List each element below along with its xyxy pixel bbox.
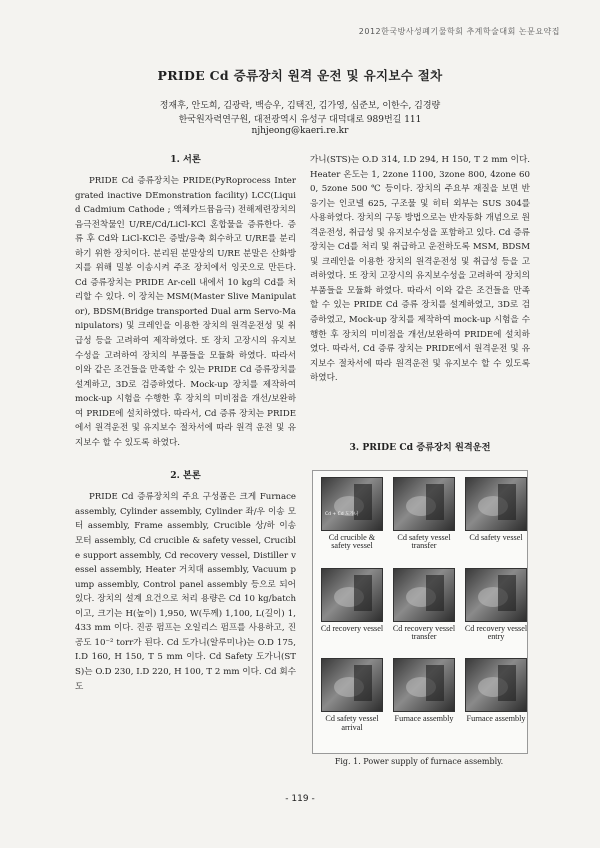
photo-caption: Cd recovery vessel entry (464, 623, 528, 642)
page-number: - 119 - (285, 794, 315, 804)
equipment-photo (465, 477, 527, 531)
section3-heading-wrap (310, 440, 530, 456)
photo-caption: Cd safety vessel arrival (325, 714, 379, 732)
section-heading-remote-operation: 3. PRIDE Cd 증류장치 원격운전 (349, 442, 491, 453)
figure-cell (391, 658, 457, 747)
figure-cell (319, 477, 385, 566)
affiliation: 한국원자력연구원, 대전광역시 유성구 대덕대로 989번길 111 (178, 115, 422, 125)
photo-caption: Cd safety vessel (469, 533, 523, 542)
section-heading-body: 2. 본론 (170, 470, 201, 482)
author-list: 정재후, 안도희, 김광락, 백승우, 김택진, 김가영, 심준보, 이한수, 김경량 (159, 101, 441, 111)
figure-cell (319, 658, 385, 747)
figure-cell (463, 568, 529, 657)
equipment-photo (393, 477, 455, 531)
equipment-photo (393, 658, 455, 712)
photo-caption: Cd crucible & safety vessel (328, 533, 376, 551)
equipment-photo (321, 477, 383, 531)
equipment-photo (465, 658, 527, 712)
figure-cell (319, 568, 385, 657)
equipment-photo (465, 568, 527, 622)
photo-caption: Furnace assembly (466, 714, 526, 724)
equipment-photo (321, 568, 383, 622)
body-paragraph-part1: PRIDE Cd 증류장치의 주요 구성품은 크게 Furnace assembly, Cylinder assembly, Cylinder 좌/우 이송 모터 assembly, Frame assembly, Crucible 상/하 이송 모터 assembly, Cd crucible & safety vessel, Crucible support assembly, Cd recovery vessel, Distiller vessel assembly, Heater 거치대 assembly, Vacuum pump assembly, Control panel assembly 등으로 되어있다. 장치의 설계 요건으로 처리 용량은 Cd 10 kg/batch 이고, 크기는 H(높이) 1,950, W(두께) 1,100, L(길이) 1,433 mm 이다. 진공 펌프는 오일리스 펌프를 사용하고, 진공도 10⁻² torr가 된다. Cd 도가니(알루미나)는 O.D 175, I.D 160, H 150, T 5 mm 이다. Cd Safety 도가니(STS)는 O.D 230, I.D 220, H 100, T 2 mm 이다. Cd 회수 도 (75, 492, 296, 692)
equipment-photo (321, 658, 383, 712)
photo-inline-label: Cd + Cd 도가니 (325, 512, 359, 517)
paper-title: PRIDE Cd 증류장치 원격 운전 및 유지보수 절차 (157, 68, 443, 83)
photo-caption: Cd recovery vessel (320, 623, 384, 633)
section-heading-intro: 1. 서론 (170, 154, 201, 165)
running-head: 2012한국방사성폐기물학회 추계학술대회 논문요약집 (358, 27, 560, 36)
photo-caption: Cd recovery vessel transfer (392, 623, 456, 642)
right-column (310, 153, 530, 431)
intro-paragraph: PRIDE Cd 증류장치는 PRIDE(PyRoprocess Intergrated inactive DEmonstration facility) LCC(Liquid Cadmium Cathode ; 액체카드뮴음극) 전해제련장치의 음극전착물인 U/RE/Cd/LiCl-KCl 혼합물을 증류한다. 증류 후 Cd와 LiCl-KCl은 증발/응축 회수하고 U/RE를 분리하기 위한 장치이다. 분리된 분말상의 U/RE 분말은 산화방지를 위해 밀봉 이송시켜 주조 장치에서 잉곳으로 만든다. Cd 증류장치는 PRIDE Ar-cell 내에서 10 kg의 Cd를 처리할 수 있다. 이 장치는 MSM(Master Slive Manipulator), BDSM(Bridge transported Dual arm Servo-Manipulators) 및 크레인을 이용한 장치의 원격운전성 및 취급성 등을 고려하여 제작하였다. 또 장치 고장시의 유지보수성을 고려하여 장치의 부품들을 모듈화 하였다. 따라서 이와 같은 조건들을 만족할 수 있는 PRIDE Cd 증류장치를 설계하고, 3D로 검증하였다. Mock-up 장치를 제작하여 mock-up 시험을 수행한 후 장치의 미비점을 개선/보완하여 PRIDE에 설치하였다. 따라서, Cd 증류 장치는 PRIDE에서 원격운전 및 유지보수 절차서에 따라 원격 운전 및 유지보수 할 수 있도록 하였다. (75, 176, 296, 448)
figure-cell (463, 477, 529, 566)
equipment-photo (393, 568, 455, 622)
figure-cell (391, 477, 457, 566)
photo-caption: Furnace assembly (394, 714, 454, 724)
figure-photo-grid (312, 470, 528, 754)
figure-cell (391, 568, 457, 657)
figure-caption: Fig. 1. Power supply of furnace assembly. (334, 757, 504, 766)
figure-cell (463, 658, 529, 747)
left-column (75, 152, 296, 792)
author-email: njhjeong@kaeri.re.kr (251, 126, 349, 136)
body-paragraph-part2: 가니(STS)는 O.D 314, I.D 294, H 150, T 2 mm 이다. Heater 온도는 1, 2zone 1100, 3zone 800, 4zone 600, 5zone 500 ℃ 등이다. 장치의 주요부 재질을 보면 반응기는 인코넬 625, 구조물 및 히터 외부는 SUS 304를 사용하였다. 장치의 구동 방법으로는 반자동화 개념으로 원격운전성, 취급성 및 유지보수성을 포함하고 있다. Cd 증류장치는 Cd를 처리 및 취급하고 운전하도록 MSM, BDSM 및 크레인을 이용한 장치의 원격운전성 및 취급성 등을 고려하였다. 또 장치 고장시의 유지보수성을 고려하여 장치의 부품들을 모듈화 하였다. 따라서 이와 같은 조건들을 만족할 수 있는 PRIDE Cd 증류 장치를 설계하였고, 3D로 검증하였고, Mock-up 장치를 제작하여 mock-up 시험을 수행한 후 장치의 미비점을 개선/보완하여 PRIDE에 설치하였다. 따라서, Cd 증류 장치는 PRIDE에서 원격운전 및 유지보수 절차서에 따라 원격운전 및 유지보수 할 수 있도록 하였다. (310, 155, 530, 384)
photo-caption: Cd safety vessel transfer (397, 533, 451, 551)
photo-grid (319, 477, 528, 747)
